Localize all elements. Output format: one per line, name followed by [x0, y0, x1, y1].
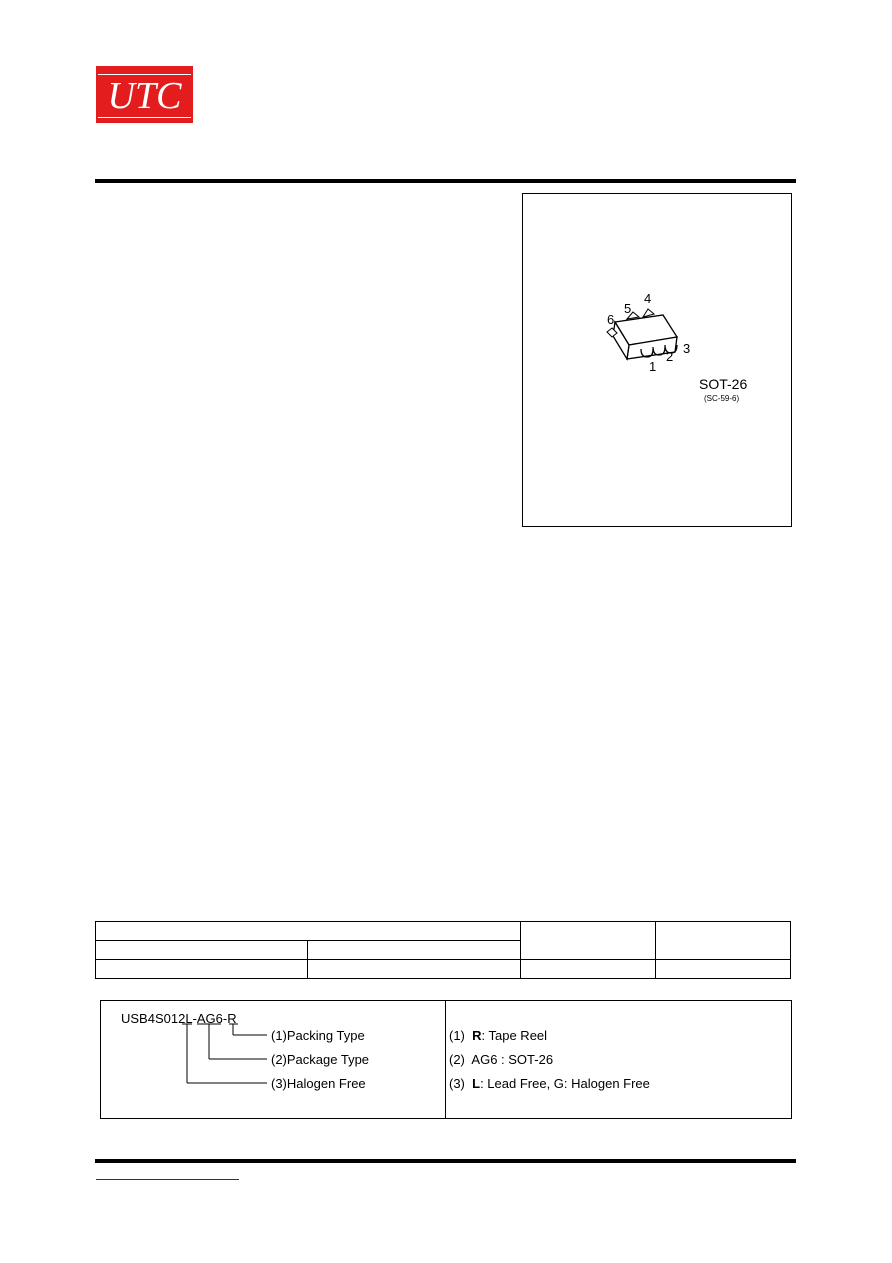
pin-4-label: 4 — [644, 291, 652, 306]
ordering-header-cell — [656, 922, 791, 960]
package-box — [522, 193, 792, 527]
utc-logo — [96, 66, 193, 123]
field-package-type: (2)Package Type — [271, 1052, 370, 1067]
ordering-header-cell — [96, 922, 521, 941]
footer-rule — [95, 1159, 796, 1163]
legend-package: (2) AG6 : SOT-26 — [449, 1052, 554, 1067]
package-name: SOT-26 — [699, 376, 748, 392]
ordering-data-cell — [308, 960, 521, 979]
decoder-divider — [445, 1001, 446, 1118]
pin-2-label: 2 — [666, 349, 674, 364]
pin-1-label: 1 — [649, 359, 657, 374]
ordering-subheader-cell — [96, 941, 308, 960]
ordering-data-cell — [521, 960, 656, 979]
ordering-subheader-cell — [308, 941, 521, 960]
field-packing-type: (1)Packing Type — [271, 1028, 365, 1043]
logo-frame — [98, 74, 191, 118]
sot26-package-drawing — [523, 194, 791, 526]
pin-6-label: 6 — [607, 312, 615, 327]
pin-3-label: 3 — [683, 341, 691, 356]
ordering-data-cell — [96, 960, 308, 979]
footer-link-underline[interactable] — [96, 1179, 239, 1180]
logo-text: UTC — [107, 75, 182, 117]
ordering-data-cell — [656, 960, 791, 979]
header-rule — [95, 179, 796, 183]
field-halogen-free: (3)Halogen Free — [271, 1076, 366, 1091]
part-number-decoder — [100, 1000, 792, 1119]
ordering-table — [95, 921, 791, 979]
package-alt-name: (SC-59-6) — [704, 394, 740, 403]
part-number: USB4S012L-AG6-R — [121, 1011, 237, 1026]
legend-packing: (1) R: Tape Reel — [449, 1028, 548, 1043]
legend-halogen: (3) L: Lead Free, G: Halogen Free — [449, 1076, 650, 1091]
pin-5-label: 5 — [624, 301, 632, 316]
ordering-header-cell — [521, 922, 656, 960]
